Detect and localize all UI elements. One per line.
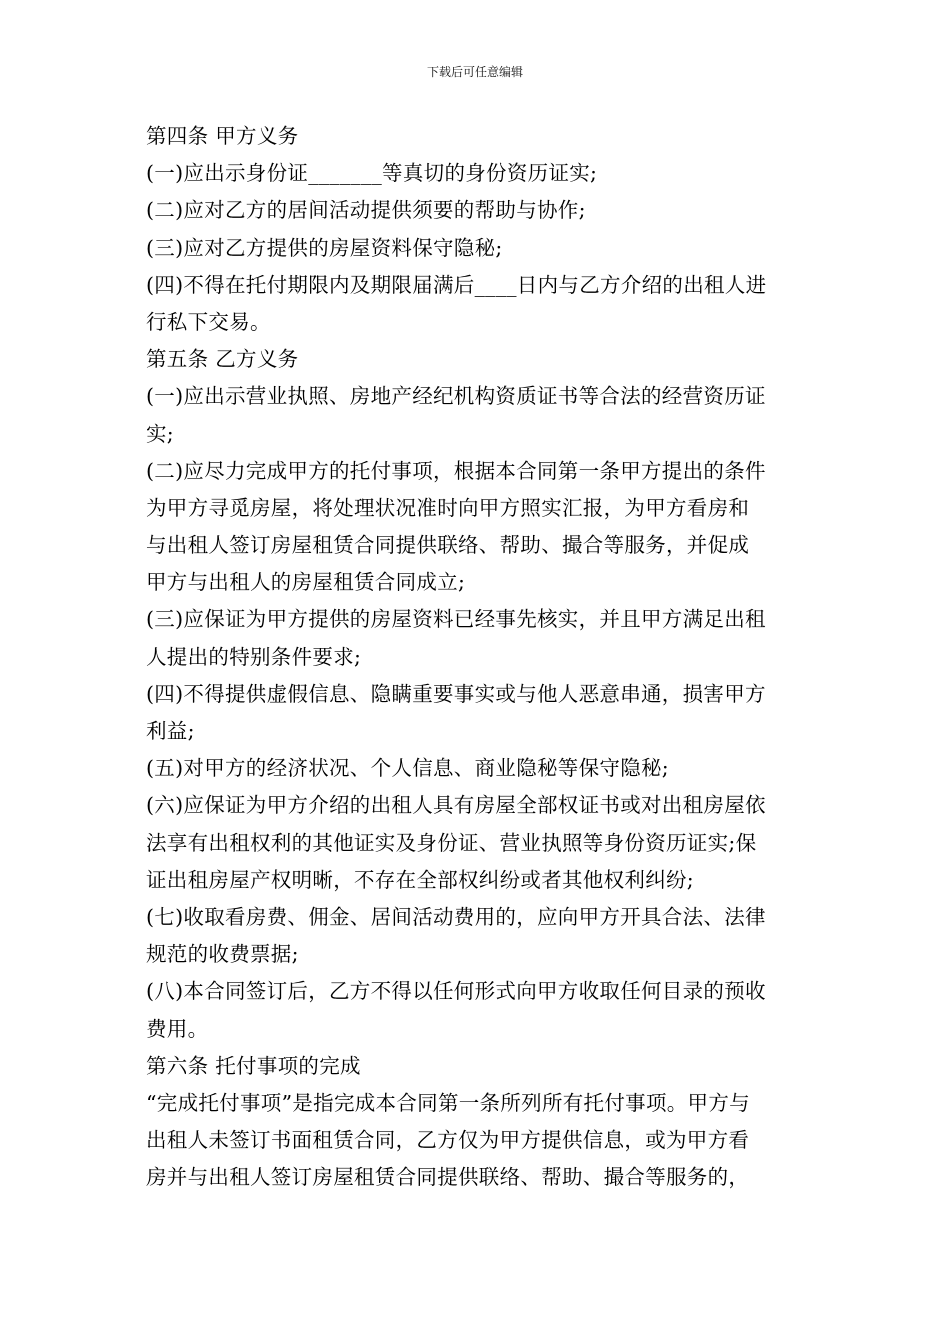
text-line: (五)对甲方的经济状况、个人信息、商业隐秘等保守隐秘; xyxy=(146,756,670,781)
text-line: 房并与出租人签订房屋租赁合同提供联络、帮助、撮合等服务的， xyxy=(146,1165,750,1190)
text-line: 规范的收费票据; xyxy=(146,942,299,967)
text-line: (七)收取看房费、佣金、居间活动费用的，应向甲方开具合法、法律 xyxy=(146,904,766,929)
text-line: 法享有出租权利的其他证实及身份证、营业执照等身份资历证实;保 xyxy=(146,830,757,855)
text-line: (二)应尽力完成甲方的托付事项，根据本合同第一条甲方提出的条件 xyxy=(146,458,766,483)
text-line: (一)应出示营业执照、房地产经纪机构资质证书等合法的经营资历证 xyxy=(146,384,766,409)
text-line: 出租人未签订书面租赁合同，乙方仅为甲方提供信息，或为甲方看 xyxy=(146,1128,750,1153)
text-line: (八)本合同签订后，乙方不得以任何形式向甲方收取任何目录的预收 xyxy=(146,979,766,1004)
text-line: 人提出的特别条件要求; xyxy=(146,644,362,669)
text-line: (六)应保证为甲方介绍的出租人具有房屋全部权证书或对出租房屋依 xyxy=(146,793,766,818)
article-6-heading: 第六条 托付事项的完成 xyxy=(146,1053,361,1078)
header-note: 下载后可任意编辑 xyxy=(426,65,523,79)
text-line: 行私下交易。 xyxy=(146,309,271,334)
text-line: 证出租房屋产权明晰，不存在全部权纠纷或者其他权利纠纷; xyxy=(146,867,695,892)
text-line: 利益; xyxy=(146,719,195,743)
text-line: (四)不得提供虚假信息、隐瞒重要事实或与他人恶意串通，损害甲方 xyxy=(146,681,766,706)
text-line: 费用。 xyxy=(146,1016,209,1041)
article-4-heading: 第四条 甲方义务 xyxy=(146,124,299,148)
text-line: “完成托付事项”是指完成本合同第一条所列所有托付事项。甲方与 xyxy=(146,1090,750,1115)
text-line: (四)不得在托付期限内及期限届满后____日内与乙方介绍的出租人进 xyxy=(146,272,767,297)
text-line: (三)应对乙方提供的房屋资料保守隐秘; xyxy=(146,235,503,260)
text-line: (一)应出示身份证_______等真切的身份资历证实; xyxy=(146,161,598,186)
text-line: 与出租人签订房屋租赁合同提供联络、帮助、撮合等服务，并促成 xyxy=(146,533,750,558)
document-body xyxy=(146,118,808,1196)
text-line: (二)应对乙方的居间活动提供须要的帮助与协作; xyxy=(146,198,586,223)
text-line: 为甲方寻觅房屋，将处理状况准时向甲方照实汇报，为甲方看房和 xyxy=(146,495,750,520)
text-line: 甲方与出租人的房屋租赁合同成立; xyxy=(146,570,466,595)
text-line: (三)应保证为甲方提供的房屋资料已经事先核实，并且甲方满足出租 xyxy=(146,607,766,632)
article-5-heading: 第五条 乙方义务 xyxy=(146,347,299,372)
text-line: 实; xyxy=(146,421,175,446)
